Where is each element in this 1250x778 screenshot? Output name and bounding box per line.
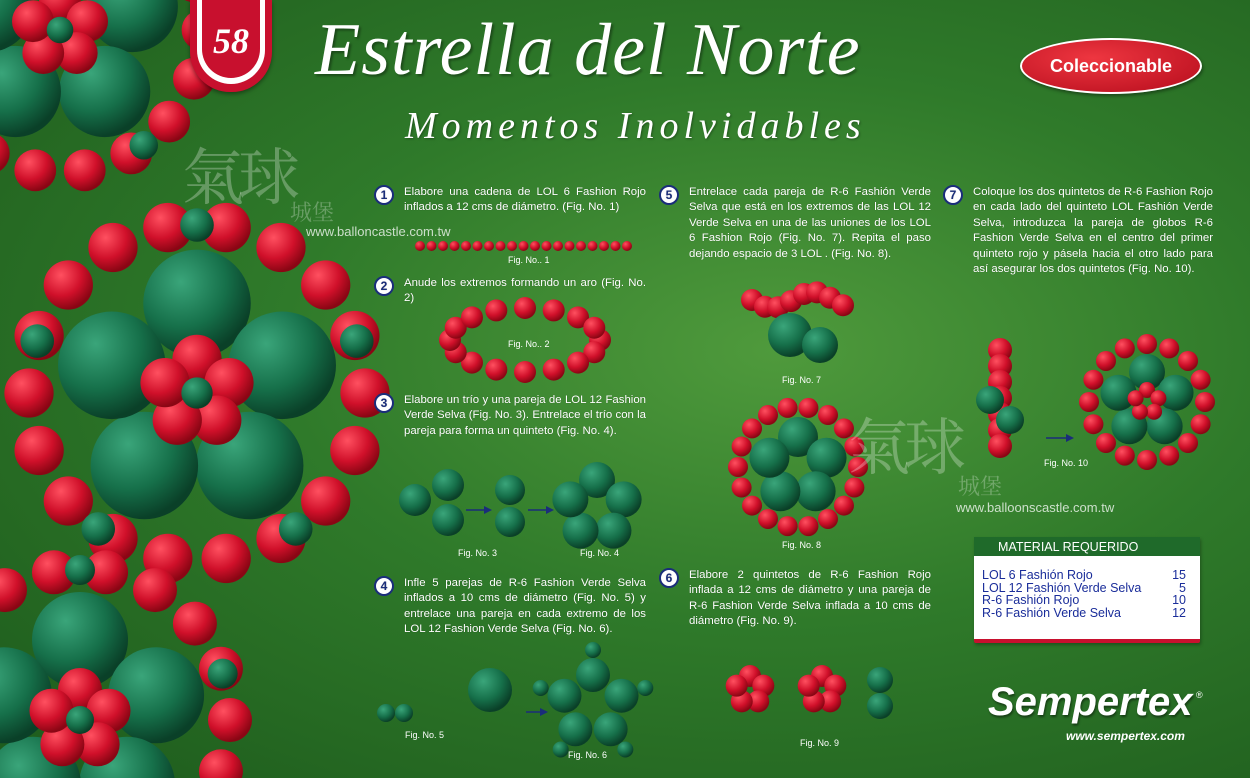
green-balloon xyxy=(468,668,512,712)
red-balloon xyxy=(832,294,854,316)
green-balloon xyxy=(976,386,1004,414)
red-balloon xyxy=(742,496,762,516)
red-balloon xyxy=(173,602,217,646)
step-text: Elabore un trío y una pareja de LOL 12 Fashion Verde Selva (Fig. No. 3). Entrelace el trío con la pareja para forma un quinteto (Fig. No. 4). xyxy=(404,394,646,437)
red-balloon xyxy=(778,516,798,536)
main-star-illustration xyxy=(4,203,389,583)
arrow-head-icon xyxy=(1066,434,1074,442)
red-balloon xyxy=(530,241,540,251)
red-balloon xyxy=(583,317,605,339)
fig-caption-1: Fig. No.. 1 xyxy=(508,255,550,265)
red-balloon xyxy=(758,509,778,529)
green-balloon xyxy=(399,484,431,516)
green-balloon xyxy=(547,679,581,713)
red-balloon xyxy=(473,241,483,251)
red-balloon xyxy=(64,149,106,191)
watermark-url: www.balloncastle.com.tw xyxy=(306,224,451,239)
red-balloon xyxy=(330,426,379,475)
green-balloon xyxy=(495,475,525,505)
red-balloon xyxy=(1115,446,1135,466)
red-balloon xyxy=(438,241,448,251)
green-balloon xyxy=(395,704,413,722)
arrow-head-icon xyxy=(484,506,492,514)
red-balloon xyxy=(1195,392,1215,412)
step-text: Infle 5 parejas de R-6 Fashion Verde Selva inflados a 10 cms de diámetro (Fig. No. 5) y entrelace una pareja en cada extremo de los LOL 12 Fashion Verde Selva (Fig. No. 6). xyxy=(404,577,646,636)
red-balloon xyxy=(140,358,189,407)
red-balloon xyxy=(301,260,350,309)
green-balloon xyxy=(552,481,588,517)
step-number: 5 xyxy=(659,185,679,205)
fig-caption-8: Fig. No. 8 xyxy=(782,540,822,550)
green-balloon xyxy=(867,693,893,719)
step-number: 6 xyxy=(659,568,679,588)
material-box xyxy=(974,537,1200,643)
red-balloon xyxy=(798,398,818,418)
brand-logo: Sempertex xyxy=(988,680,1193,724)
collectible-badge: Coleccionable xyxy=(1020,38,1202,94)
green-balloon xyxy=(130,131,159,160)
red-balloon xyxy=(1137,450,1157,470)
red-balloon xyxy=(1083,414,1103,434)
red-balloon xyxy=(256,223,305,272)
red-balloon xyxy=(726,675,748,697)
green-balloon xyxy=(576,658,610,692)
red-balloon xyxy=(450,241,460,251)
fig-caption-5: Fig. No. 5 xyxy=(405,730,445,740)
red-balloon xyxy=(818,509,838,529)
red-balloon xyxy=(542,241,552,251)
red-balloon xyxy=(44,260,93,309)
red-balloon xyxy=(12,0,54,42)
green-balloon xyxy=(340,324,374,358)
step-2 xyxy=(374,276,646,307)
green-balloon xyxy=(867,667,893,693)
red-balloon xyxy=(14,149,56,191)
step-text: Anude los extremos formando un aro (Fig. No. 2) xyxy=(404,277,646,305)
watermark-chars-small-right: 城堡 xyxy=(958,475,1003,500)
step-5 xyxy=(659,185,931,262)
green-balloon xyxy=(996,406,1024,434)
step-7 xyxy=(943,185,1213,277)
red-balloon xyxy=(1115,338,1135,358)
material-row: LOL 12 Fashión Verde Selva 5 xyxy=(982,580,1186,595)
fig-caption-9: Fig. No. 9 xyxy=(800,738,840,748)
red-balloon xyxy=(485,359,507,381)
green-balloon xyxy=(432,504,464,536)
red-balloon xyxy=(611,241,621,251)
bottom-star-illustration xyxy=(0,550,252,778)
green-balloon xyxy=(796,471,836,511)
watermark-url-right: www.balloonscastle.com.tw xyxy=(956,500,1115,515)
watermark-chars-right: 氣球 xyxy=(848,411,961,484)
green-balloon xyxy=(432,469,464,501)
green-balloon xyxy=(208,659,238,689)
red-balloon xyxy=(599,241,609,251)
step-1 xyxy=(374,185,646,216)
step-number: 2 xyxy=(374,276,394,296)
arrow-head-icon xyxy=(540,708,548,716)
red-balloon xyxy=(514,361,536,383)
red-balloon xyxy=(427,241,437,251)
step-text: Coloque los dos quintetos de R-6 Fashion Rojo en cada lado del quinteto LOL Fashión Verde Selva, introduzca la pareja de globos R-6 Fashion Verde Selva en el centro del primer quinteto rojo y pásela hacia el otro lado para así asegurar los dos quintetos (Fig. No. 10). xyxy=(973,186,1213,276)
red-balloon xyxy=(496,241,506,251)
red-balloon xyxy=(1178,433,1198,453)
green-balloon xyxy=(563,513,599,549)
red-balloon xyxy=(461,241,471,251)
red-balloon xyxy=(567,352,589,374)
green-balloon xyxy=(595,513,631,549)
red-balloon xyxy=(576,241,586,251)
green-balloon xyxy=(65,555,95,585)
green-balloon xyxy=(606,481,642,517)
green-balloon xyxy=(802,327,838,363)
fig-caption-4: Fig. No. 4 xyxy=(580,548,620,558)
badge-number: 58 xyxy=(202,0,260,78)
red-balloon xyxy=(1137,334,1157,354)
step-3 xyxy=(374,393,646,439)
red-balloon xyxy=(588,241,598,251)
step-number: 7 xyxy=(943,185,963,205)
green-balloon xyxy=(585,642,601,658)
fig-caption-7: Fig. No. 7 xyxy=(782,375,822,385)
red-balloon xyxy=(742,418,762,438)
green-balloon xyxy=(553,741,569,757)
red-balloon xyxy=(834,496,854,516)
red-balloon xyxy=(0,568,27,612)
green-balloon xyxy=(533,680,549,696)
red-balloon xyxy=(798,516,818,536)
red-balloon xyxy=(1096,433,1116,453)
step-text: Elabore 2 quintetos de R-6 Fashion Rojo inflada a 12 cms de diámetro y una pareja de R-6 Fashion Verde Selva inflada a 10 cms de diámetro (Fig. No. 9). xyxy=(689,569,931,628)
green-balloon xyxy=(605,679,639,713)
red-balloon xyxy=(1083,370,1103,390)
fig-caption-6: Fig. No. 6 xyxy=(568,750,608,760)
brand-url[interactable]: www.sempertex.com xyxy=(1066,729,1185,743)
step-number: 1 xyxy=(374,185,394,205)
red-balloon xyxy=(1191,414,1211,434)
green-balloon xyxy=(617,741,633,757)
material-row: R-6 Fashión Rojo 10 xyxy=(982,593,1186,607)
red-balloon xyxy=(732,436,752,456)
step-text: Entrelace cada pareja de R-6 Fashión Verde Selva que está en los extremos de las LOL 12 Verde Selva en una de las uniones de los LOL 6 Fashion Rojo (Fig. No. 7). Repita el paso dejando espacio de 3 LOL . (Fig. No. 8). xyxy=(689,186,931,260)
red-balloon xyxy=(4,368,53,417)
green-balloon xyxy=(558,712,592,746)
registered-mark: ® xyxy=(1196,690,1203,700)
watermark-chars: 氣球 xyxy=(182,141,295,214)
red-balloon xyxy=(29,689,73,733)
red-balloon xyxy=(199,749,243,778)
red-balloon xyxy=(543,359,565,381)
red-balloon xyxy=(1159,338,1179,358)
red-balloon xyxy=(1146,404,1162,420)
red-balloon xyxy=(507,241,517,251)
material-row: R-6 Fashión Verde Selva 12 xyxy=(982,605,1186,620)
red-balloon xyxy=(1191,370,1211,390)
red-balloon xyxy=(988,434,1012,458)
red-balloon xyxy=(1128,390,1144,406)
material-heading: MATERIAL REQUERIDO xyxy=(974,537,1200,556)
red-balloon xyxy=(758,405,778,425)
red-balloon xyxy=(565,241,575,251)
red-balloon xyxy=(622,241,632,251)
fig-caption-2: Fig. No.. 2 xyxy=(508,339,550,349)
red-balloon xyxy=(728,457,748,477)
step-number: 4 xyxy=(374,576,394,596)
watermark-chars-small: 城堡 xyxy=(290,201,335,226)
step-number: 3 xyxy=(374,393,394,413)
green-balloon xyxy=(749,438,789,478)
red-balloon xyxy=(732,478,752,498)
material-row: LOL 6 Fashión Rojo 15 xyxy=(982,568,1186,582)
red-balloon xyxy=(798,675,820,697)
green-balloon xyxy=(81,512,115,546)
red-balloon xyxy=(778,398,798,418)
green-balloon xyxy=(594,712,628,746)
green-balloon xyxy=(377,704,395,722)
red-balloon xyxy=(818,405,838,425)
red-balloon xyxy=(88,223,137,272)
arrow-head-icon xyxy=(546,506,554,514)
green-balloon xyxy=(279,512,313,546)
red-balloon xyxy=(1159,446,1179,466)
red-balloon xyxy=(14,426,63,475)
red-balloon xyxy=(133,568,177,612)
fig-caption-10: Fig. No. 10 xyxy=(1044,458,1089,468)
red-balloon xyxy=(415,241,425,251)
fig-caption-3: Fig. No. 3 xyxy=(458,548,498,558)
green-balloon xyxy=(20,324,54,358)
green-balloon xyxy=(47,17,74,44)
red-balloon xyxy=(519,241,529,251)
red-balloon xyxy=(1079,392,1099,412)
red-balloon xyxy=(1178,351,1198,371)
green-balloon xyxy=(181,377,212,408)
red-balloon xyxy=(202,534,251,583)
green-balloon xyxy=(66,706,94,734)
red-balloon xyxy=(208,698,252,742)
step-6 xyxy=(659,568,931,630)
number-badge xyxy=(190,0,272,92)
green-balloon xyxy=(637,680,653,696)
green-balloon xyxy=(495,507,525,537)
red-balloon xyxy=(553,241,563,251)
red-balloon xyxy=(0,133,10,175)
red-balloon xyxy=(1096,351,1116,371)
red-balloon xyxy=(461,306,483,328)
page-subtitle: Momentos Inolvidables xyxy=(405,105,866,147)
step-4 xyxy=(374,576,646,638)
step-text: Elabore una cadena de LOL 6 Fashion Rojo inflados a 12 cms de diámetro. (Fig. No. 1) xyxy=(404,186,646,214)
red-balloon xyxy=(484,241,494,251)
page-title: Estrella del Norte xyxy=(315,9,861,91)
